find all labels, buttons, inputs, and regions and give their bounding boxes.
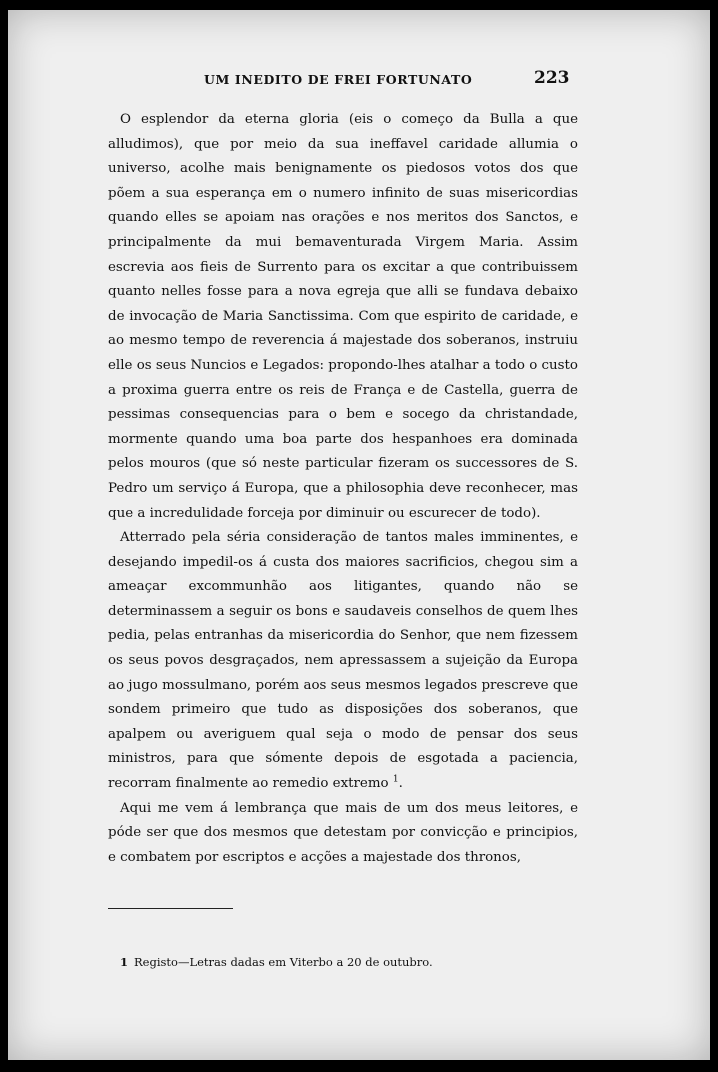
body-text — [108, 108, 578, 870]
footnote-reference: 1 — [392, 774, 399, 785]
book-page — [8, 10, 710, 1060]
page-number: 223 — [534, 68, 570, 88]
footnote — [120, 955, 433, 969]
paragraph-2: Atterrado pela séria consideração de tantos males imminentes, e desejando impedil-os á custa dos maiores sacrificios, chegou sim a ameaçar excommunhão aos litigantes, quando não se determinassem a seguir os bons e saudaveis conselhos de quem lhes pedia, pelas entranhas da misericordia do Senhor, que nem fizessem os seus povos desgraçados, nem apressassem a sujeição da Europa ao jugo mossulmano, porém aos seus mesmos legados prescreve que sondem primeiro que tudo as disposições dos soberanos, que apalpem ou averiguem qual seja o modo de pensar dos seus ministros, para que sómente depois de esgotada a paciencia, recorram finalmente ao remedio extremo $^1$. — [108, 530, 578, 792]
footnote-text: Registo—Letras dadas em Viterbo a 20 de outubro. — [134, 955, 433, 969]
paragraph-3: Aqui me vem á lembrança que mais de um dos meus leitores, e póde ser que dos mesmos que detestam por convicção e principios, e combatem por escriptos e acções a majestade dos thronos, — [108, 800, 578, 865]
footnote-divider — [108, 908, 233, 909]
page-header — [8, 70, 710, 92]
running-title: UM INEDITO DE FREI FORTUNATO — [204, 72, 473, 87]
paragraph-1: O esplendor da eterna gloria (eis o começo da Bulla a que alludimos), que por meio da sua ineffavel caridade allumia o universo, acolhe mais benignamente os piedosos votos dos que põem a sua esperança em o numero infinito de suas misericordias quando elles se apoiam nas orações e nos meritos dos Sanctos, e principalmente da mui bemaventurada Virgem Maria. Assim escrevia aos fieis de Surrento para os excitar a que contribuissem quanto nelles fosse para a nova egreja que alli se fundava debaixo de invocação de Maria Sanctissima. Com que espirito de caridade, e ao mesmo tempo de reverencia á majestade dos soberanos, instruiu elle os seus Nuncios e Legados: propondo-lhes atalhar a todo o custo a proxima guerra entre os reis de França e de Castella, guerra de pessimas consequencias para o bem e socego da christandade, mormente quando uma boa parte dos hespanhoes era dominada pelos mouros (que só neste particular fizeram os successores de S. Pedro um serviço á Europa, que a philosophia deve reconhecer, mas que a incredulidade forceja por diminuir ou escurecer de todo). — [108, 112, 578, 521]
footnote-number: 1 — [120, 955, 129, 969]
paragraph-2-text: Atterrado pela séria consideração de tantos males imminentes, e desejando impedil-os á custa dos maiores sacrificios, chegou sim a ameaçar excommunhão aos litigantes, quando não se determinassem a seguir os bons e saudaveis conselhos de quem lhes pedia, pelas entranhas da misericordia do Senhor, que nem fizessem os seus povos desgraçados, nem apressassem a sujeição da Europa ao jugo mossulmano, porém aos seus mesmos legados prescreve que sondem primeiro que tudo as disposições dos soberanos, que apalpem ou averiguem qual seja o modo de pensar dos seus ministros, para que sómente depois de esgotada a paciencia, recorram finalmente ao remedio extremo — [108, 530, 578, 792]
